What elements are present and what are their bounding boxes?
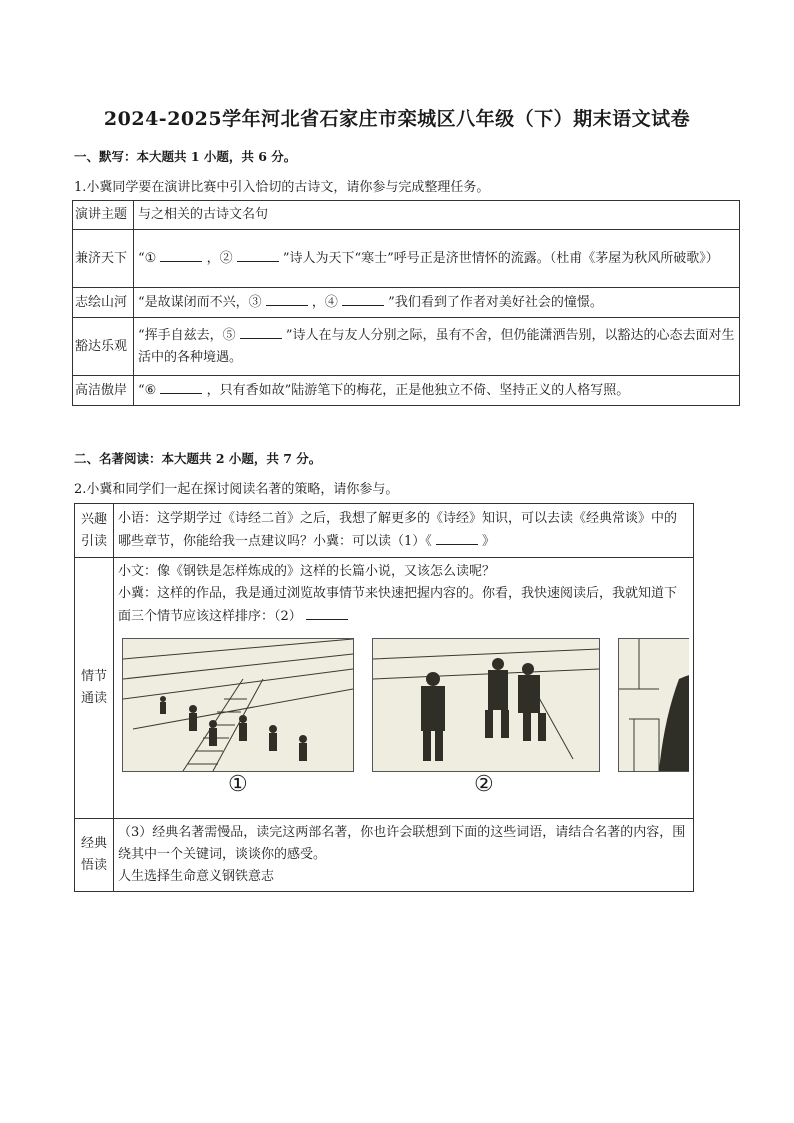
table-row [75, 819, 694, 892]
row-text: “⑥ [138, 383, 161, 398]
answer-blank-1[interactable] [160, 247, 202, 262]
table-header-label: 演讲主题 [73, 201, 134, 230]
table-row [73, 230, 740, 288]
row-label: 高洁傲岸 [73, 376, 134, 406]
row-content [134, 318, 740, 376]
answer-blank-3[interactable] [266, 291, 308, 306]
row-text: ”我们看到了作者对美好社会的憧憬。 [384, 295, 603, 310]
question-1-prompt: 1.小冀同学要在演讲比赛中引入恰切的古诗文，请你参与完成整理任务。 [74, 180, 490, 195]
dialogue-line: 小文：像《钢铁是怎样炼成的》这样的长篇小说，又该怎么读呢？ [118, 564, 496, 579]
keywords: 人生选择生命意义钢铁意志 [118, 869, 275, 884]
answer-blank-book-chapter[interactable] [436, 530, 478, 545]
section-2-heading: 二、名著阅读：本大题共 2 小题，共 7 分。 [74, 451, 322, 466]
illustration-strip [118, 634, 689, 812]
row-content [114, 558, 694, 819]
answer-blank-5[interactable] [240, 324, 282, 339]
row-label: 志绘山河 [73, 288, 134, 318]
row-content [114, 819, 694, 892]
answer-blank-6[interactable] [160, 379, 202, 394]
question-2-prompt: 2.小冀和同学们一起在探讨阅读名著的策略，请你参与。 [74, 482, 399, 497]
row-label: 情节通读 [75, 558, 114, 819]
row-content [114, 504, 694, 558]
row-text: “挥手自兹去，⑤ [138, 328, 240, 343]
illustration-figure-by-window [618, 638, 689, 772]
row-text: ，④ [307, 295, 343, 310]
row-label: 兼济天下 [73, 230, 134, 288]
table-row [73, 201, 740, 230]
answer-blank-2[interactable] [237, 247, 279, 262]
table-row [73, 318, 740, 376]
row-text: ”诗人在与友人分别之际，虽有不舍，但仍能潇洒告别，以豁达的心态去面对生活中的各种境遇。 [138, 328, 735, 365]
table-header-content: 与之相关的古诗文名句 [134, 201, 740, 230]
poetry-table [72, 200, 740, 406]
table-row [75, 504, 694, 558]
row-content [134, 230, 740, 288]
marker-2: ② [474, 772, 494, 797]
answer-blank-4[interactable] [342, 291, 384, 306]
illustration-railway-workers [122, 638, 354, 772]
row-text: 》 [477, 534, 496, 549]
reading-table [74, 503, 694, 892]
table-row [75, 558, 694, 819]
illustration-confrontation [372, 638, 600, 772]
row-label: 豁达乐观 [73, 318, 134, 376]
answer-blank-order[interactable] [306, 605, 348, 620]
row-text: ，② [202, 251, 237, 266]
row-text: “是故谋闭而不兴，③ [138, 295, 266, 310]
row-text: ”诗人为天下“寒士”呼号正是济世情怀的流露。（杜甫《茅屋为秋风所破歌》） [278, 251, 719, 266]
row-label: 经典悟读 [75, 819, 114, 892]
row-text: ，只有香如故”陆游笔下的梅花，正是他独立不倚、坚持正义的人格写照。 [202, 383, 630, 398]
marker-1: ① [228, 772, 248, 797]
row-content [134, 376, 740, 406]
section-1-heading: 一、默写：本大题共 1 小题，共 6 分。 [74, 149, 297, 164]
table-row [73, 376, 740, 406]
row-label: 兴趣引读 [75, 504, 114, 558]
row-content [134, 288, 740, 318]
row-text: “① [138, 251, 161, 266]
row-text: 小冀：这样的作品，我是通过浏览故事情节来快速把握内容的。你看，我快速阅读后，我就知道下面三个情节应该这样排序：（2） [118, 586, 678, 624]
page-title: 2024-2025学年河北省石家庄市栾城区八年级（下）期末语文试卷 [103, 108, 691, 130]
question-text: （3）经典名著需慢品，读完这两部名著，你也许会联想到下面的这些词语，请结合名著的内容，围绕其中一个关键词，谈谈你的感受。 [118, 825, 686, 862]
table-row [73, 288, 740, 318]
dialogue-line [118, 583, 689, 628]
row-text: 小语：这学期学过《诗经二首》之后，我想了解更多的《诗经》知识，可以去读《经典常谈》中的哪些章节，你能给我一点建议吗？小冀：可以读（1）《 [118, 511, 678, 549]
